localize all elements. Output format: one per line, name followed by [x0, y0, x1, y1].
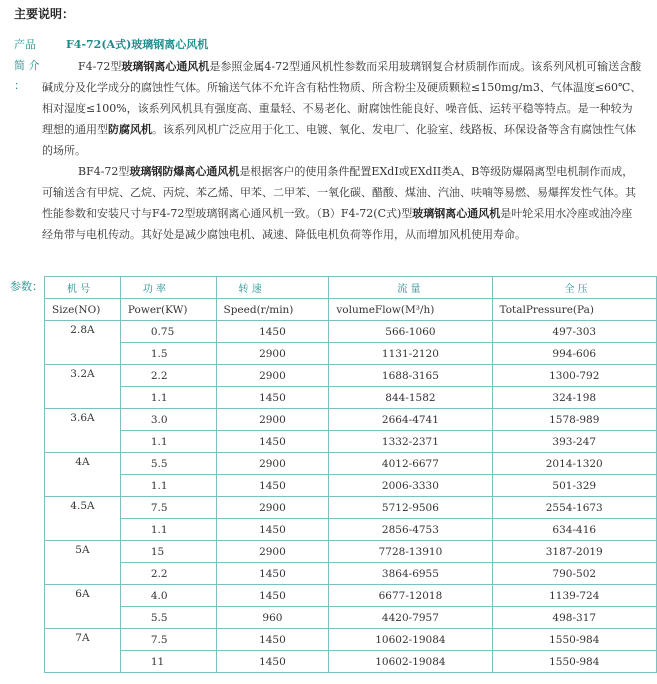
- table-row: [45, 365, 657, 387]
- power-cell: 2.2: [120, 365, 216, 387]
- flow-cell: 10602-19084: [329, 651, 492, 673]
- power-cell: 7.5: [120, 629, 216, 651]
- table-row: [45, 387, 657, 409]
- table-row: [45, 475, 657, 497]
- power-cell: 1.1: [120, 519, 216, 541]
- pressure-cell: 1300-792: [492, 365, 657, 387]
- emphasis: 玻璃钢防爆离心通风机: [129, 165, 240, 178]
- flow-cell: 6677-12018: [329, 585, 492, 607]
- table-row: [45, 431, 657, 453]
- power-cell: 11: [120, 651, 216, 673]
- intro-label: 简 介: [14, 59, 40, 72]
- table-row: [45, 651, 657, 673]
- flow-cell: 2664-4741: [329, 409, 492, 431]
- power-cell: 5.5: [120, 453, 216, 475]
- text: 是叶轮采用水冷座或油冷座经角带与电机传动。其好处是减少腐蚀电机、减速、降低电机负荷等作用，从而增加风机使用寿命。: [42, 207, 633, 241]
- power-cell: 15: [120, 541, 216, 563]
- description-paragraph-1: [42, 56, 642, 161]
- pressure-cell: 790-502: [492, 563, 657, 585]
- speed-cell: 1450: [216, 629, 329, 651]
- pressure-cell: 498-317: [492, 607, 657, 629]
- pressure-cell: 324-198: [492, 387, 657, 409]
- params-label: 参数：: [10, 280, 43, 293]
- pressure-cell: 2014-1320: [492, 453, 657, 475]
- pressure-cell: 1578-989: [492, 409, 657, 431]
- speed-cell: 1450: [216, 585, 329, 607]
- speed-cell: 1450: [216, 475, 329, 497]
- header-cell: 流 量: [329, 277, 492, 299]
- table-row: [45, 607, 657, 629]
- speed-cell: 1450: [216, 651, 329, 673]
- pressure-cell: 501-329: [492, 475, 657, 497]
- power-cell: 1.5: [120, 343, 216, 365]
- power-cell: 3.0: [120, 409, 216, 431]
- speed-cell: 1450: [216, 563, 329, 585]
- pressure-cell: 1550-984: [492, 651, 657, 673]
- size-cell: 6A: [45, 585, 121, 629]
- size-cell: 5A: [45, 541, 121, 585]
- power-cell: 0.75: [120, 321, 216, 343]
- speed-cell: 2900: [216, 365, 329, 387]
- table-row: [45, 343, 657, 365]
- product-name: F4-72(A式)玻璃钢离心风机: [66, 38, 209, 51]
- speed-cell: 2900: [216, 541, 329, 563]
- pressure-cell: 1139-724: [492, 585, 657, 607]
- product-label: 产品: [14, 38, 36, 51]
- power-cell: 1.1: [120, 387, 216, 409]
- table-header-en: [45, 299, 657, 321]
- speed-cell: 2900: [216, 497, 329, 519]
- table-row: [45, 409, 657, 431]
- speed-cell: 1450: [216, 387, 329, 409]
- flow-cell: 2006-3330: [329, 475, 492, 497]
- power-cell: 2.2: [120, 563, 216, 585]
- pressure-cell: 994-606: [492, 343, 657, 365]
- speed-cell: 2900: [216, 409, 329, 431]
- speed-cell: 2900: [216, 343, 329, 365]
- table-row: [45, 321, 657, 343]
- table-row: [45, 541, 657, 563]
- flow-cell: 4012-6677: [329, 453, 492, 475]
- pressure-cell: 2554-1673: [492, 497, 657, 519]
- speed-cell: 960: [216, 607, 329, 629]
- size-cell: 3.6A: [45, 409, 121, 453]
- table-row: [45, 629, 657, 651]
- header-cell: Size(NO): [45, 299, 121, 321]
- parameters-table: [44, 276, 657, 673]
- text: 。该系列风机广泛应用于化工、电镀、氧化、发电厂、化验室、线路板、环保设备等含有腐蚀性气体的场所。: [42, 123, 636, 157]
- header-cell: Power(KW): [120, 299, 216, 321]
- text: 是根据客户的使用条件配置EXdI或EXdII类A、B等级防爆隔离型电机制作而成，可输送含有甲烷、乙烷、丙烷、苯乙烯、甲苯、二甲苯、一氧化碳、醋酸、煤油、汽油、呋喃等易燃、易爆挥发性气体。其性能参数和安装尺寸与F4-72型玻璃钢离心通风机一致。（B）F4-72(C式)型: [42, 165, 636, 220]
- power-cell: 7.5: [120, 497, 216, 519]
- power-cell: 5.5: [120, 607, 216, 629]
- pressure-cell: 1550-984: [492, 629, 657, 651]
- flow-cell: 844-1582: [329, 387, 492, 409]
- emphasis: 防腐风机: [108, 123, 152, 136]
- flow-cell: 566-1060: [329, 321, 492, 343]
- power-cell: 1.1: [120, 431, 216, 453]
- flow-cell: 1131-2120: [329, 343, 492, 365]
- text: 是参照金属4-72型通风机性参数而采用玻璃钢复合材质制作而成。该系列风机可输送含酸碱成分及化学成分的腐蚀性气体。所输送气体不允许含有粘性物质、所含粉尘及硬质颗粒≤150mg/m3、气体温度≤60℃、相对湿度≤100%，该系列风机具有强度高、重量轻、不易老化、耐腐蚀性能良好、噪音低、运转平稳等特点。是一种较为理想的通用型: [42, 60, 642, 136]
- table-row: [45, 563, 657, 585]
- header-cell: Speed(r/min): [216, 299, 329, 321]
- flow-cell: 1332-2371: [329, 431, 492, 453]
- text: BF4-72型: [78, 165, 130, 178]
- size-cell: 3.2A: [45, 365, 121, 409]
- flow-cell: 4420-7957: [329, 607, 492, 629]
- header-cell: 功 率: [120, 277, 216, 299]
- emphasis: 玻璃钢离心通风机: [412, 207, 501, 220]
- header-cell: 转 速: [216, 277, 329, 299]
- size-cell: 7A: [45, 629, 121, 673]
- text: F4-72型: [78, 60, 122, 73]
- size-cell: 2.8A: [45, 321, 121, 365]
- flow-cell: 7728-13910: [329, 541, 492, 563]
- header-cell: TotalPressure(Pa): [492, 299, 657, 321]
- description-paragraph-2: [42, 161, 642, 245]
- size-cell: 4.5A: [45, 497, 121, 541]
- pressure-cell: 634-416: [492, 519, 657, 541]
- emphasis: 玻璃钢离心通风机: [121, 60, 210, 73]
- power-cell: 1.1: [120, 475, 216, 497]
- main-heading: 主要说明：: [14, 7, 75, 21]
- flow-cell: 3864-6955: [329, 563, 492, 585]
- pressure-cell: 3187-2019: [492, 541, 657, 563]
- flow-cell: 10602-19084: [329, 629, 492, 651]
- flow-cell: 1688-3165: [329, 365, 492, 387]
- table-header-cn: [45, 277, 657, 299]
- intro-label-colon: ：: [14, 79, 25, 92]
- flow-cell: 2856-4753: [329, 519, 492, 541]
- pressure-cell: 393-247: [492, 431, 657, 453]
- speed-cell: 1450: [216, 321, 329, 343]
- pressure-cell: 497-303: [492, 321, 657, 343]
- header-cell: volumeFlow(M³/h): [329, 299, 492, 321]
- speed-cell: 1450: [216, 519, 329, 541]
- table-row: [45, 453, 657, 475]
- speed-cell: 2900: [216, 453, 329, 475]
- table-row: [45, 519, 657, 541]
- speed-cell: 1450: [216, 431, 329, 453]
- header-cell: 全 压: [492, 277, 657, 299]
- product-description: [42, 56, 642, 245]
- table-row: [45, 497, 657, 519]
- table-row: [45, 585, 657, 607]
- flow-cell: 5712-9506: [329, 497, 492, 519]
- size-cell: 4A: [45, 453, 121, 497]
- power-cell: 4.0: [120, 585, 216, 607]
- header-cell: 机 号: [45, 277, 121, 299]
